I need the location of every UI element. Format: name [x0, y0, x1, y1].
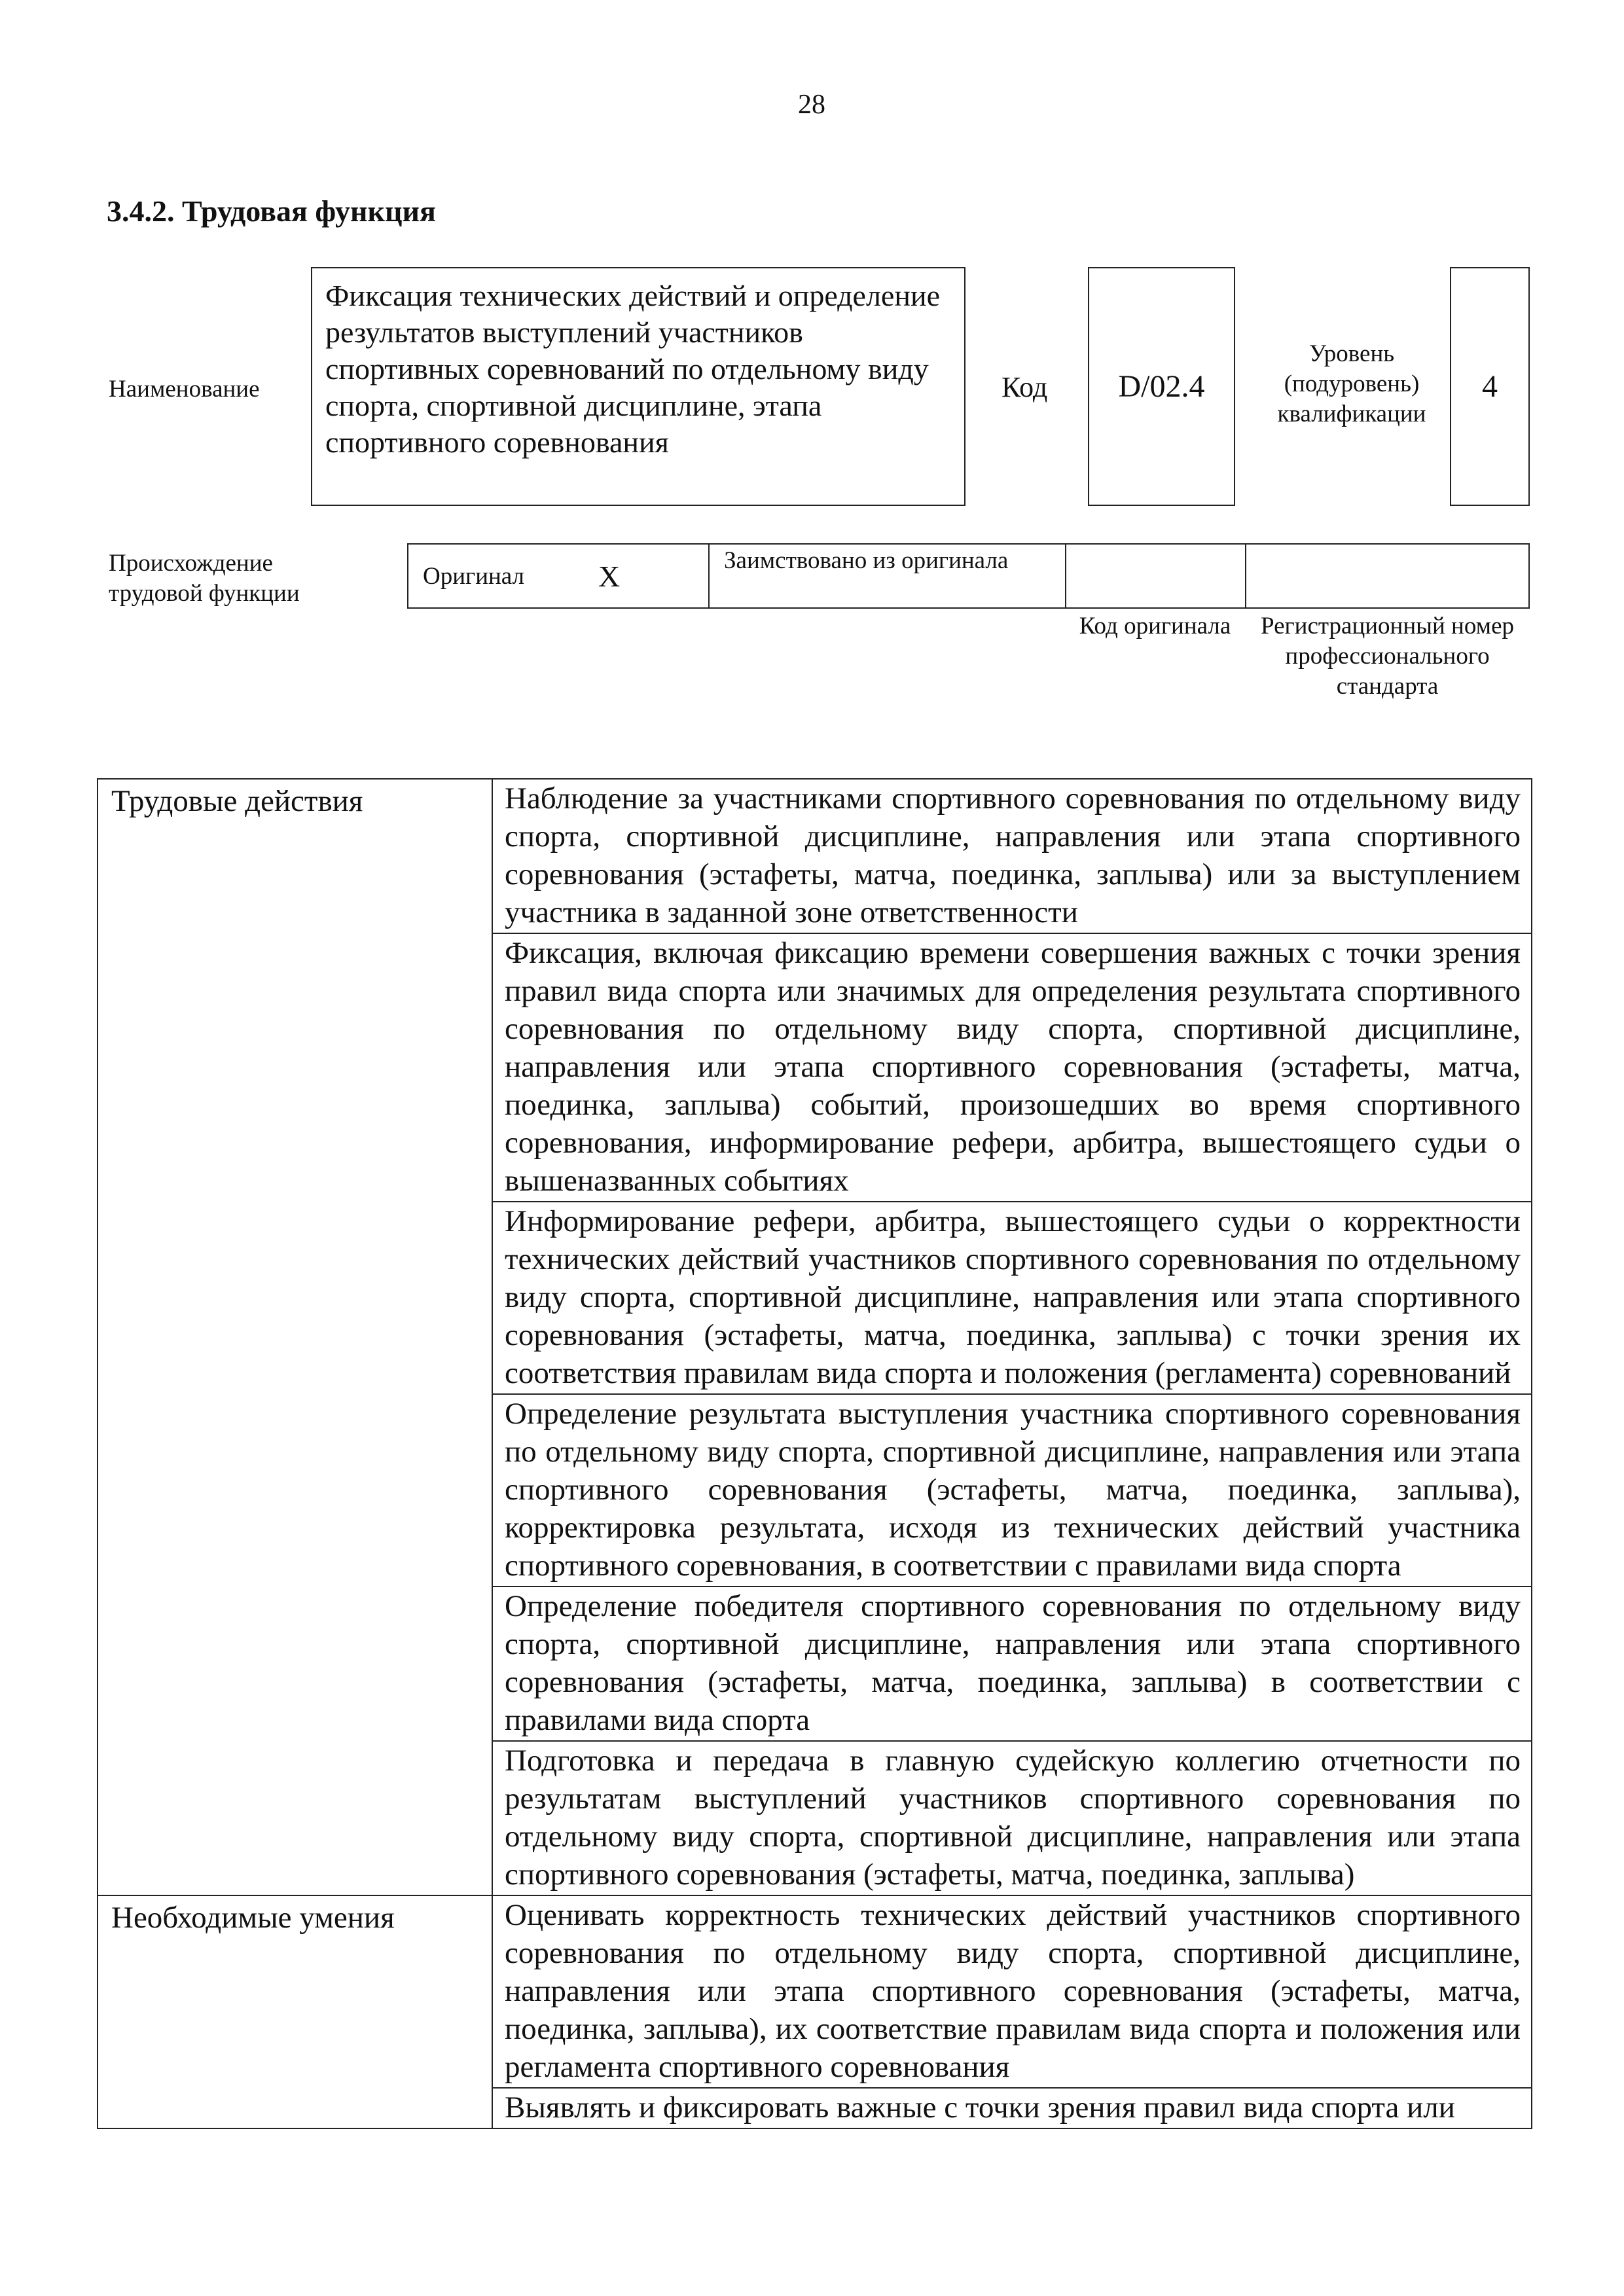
origin-label: Происхождение трудовой функции [109, 550, 300, 607]
original-cell [408, 545, 710, 607]
table-row [98, 779, 1532, 933]
qualification-level-value: 4 [1482, 369, 1498, 404]
labor-action-item: Фиксация, включая фиксацию времени совершения важных с точки зрения правил вида спорта или значимых для определения результата спортивного соревнования по отдельному виду спорта, спортивной дисциплине, направления или этапа спортивного соревнования (эстафеты, матча, поединка, заплыва) событий, произошедших во время спортивного соревнования, информирование рефери, арбитра, вышестоящего судьи о вышеназванных событиях [492, 933, 1532, 1202]
section-title: 3.4.2. Трудовая функция [107, 194, 436, 228]
labor-action-item: Определение результата выступления участника спортивного соревнования по отдельному виду спорта, спортивной дисциплине, направления или этапа спортивного соревнования (эстафеты, матча, поединка, заплыва), корректировка результата, исходя из технических действий участника спортивного соревнования, в соответствии с правилами вида спорта [492, 1394, 1532, 1587]
labor-action-item: Определение победителя спортивного соревнования по отдельному виду спорта, спортивной дисциплине, направления или этапа спортивного соревнования (эстафеты, матча, поединка, заплыва) в соответствии с правилами вида спорта [492, 1587, 1532, 1741]
skill-item: Оценивать корректность технических действий участников спортивного соревнования по отдельному виду спорта, спортивной дисциплине, направления или этапа спортивного соревнования (эстафеты, матча, поединка, заплыва), их соответствие правилам вида спорта и положения или регламента спортивного соревнования [492, 1895, 1532, 2088]
original-label: Оригинал [423, 563, 525, 590]
labor-function-table [97, 778, 1532, 2129]
borrowed-label: Заимствовано из оригинала [724, 547, 1009, 574]
code-value: D/02.4 [1118, 369, 1205, 404]
original-code-caption: Код оригинала [1079, 613, 1231, 639]
labor-actions-label: Трудовые действия [98, 779, 492, 1895]
qualification-level-label: Уровень (подуровень) квалификации [1277, 340, 1426, 427]
table-row [98, 1895, 1532, 2088]
origin-row [407, 543, 1530, 609]
qualification-level-box [1450, 267, 1530, 506]
labor-action-item: Наблюдение за участниками спортивного соревнования по отдельному виду спорта, спортивной дисциплине, направления или этапа спортивного соревнования (эстафеты, матча, поединка, заплыва) или за выступлением участника в заданной зоне ответственности [492, 779, 1532, 933]
original-code-cell [1066, 545, 1246, 607]
labor-action-item: Подготовка и передача в главную судейскую коллегию отчетности по результатам выступлений участников спортивного соревнования по отдельному виду спорта, спортивной дисциплине, направления или этапа спортивного соревнования (эстафеты, матча, поединка, заплыва) [492, 1741, 1532, 1895]
function-name-value: Фиксация технических действий и определение результатов выступлений участников спортивных соревнований по отдельному виду спорта, спортивной дисциплине, этапа спортивного соревнования [325, 279, 940, 459]
original-mark: X [598, 560, 621, 593]
code-label: Код [1001, 371, 1048, 403]
borrowed-cell [710, 545, 1066, 607]
name-label: Наименование [109, 376, 260, 403]
function-name-box [311, 267, 965, 506]
registration-number-cell [1246, 545, 1528, 607]
page-number: 28 [798, 90, 825, 120]
code-box [1088, 267, 1235, 506]
labor-action-item: Информирование рефери, арбитра, вышестоящего судьи о корректности технических действий участников спортивного соревнования по отдельному виду спорта, спортивной дисциплине, направления или этапа спортивного соревнования (эстафеты, матча, поединка, заплыва) с точки зрения их соответствия правилам вида спорта и положения (регламента) соревнований [492, 1202, 1532, 1394]
skills-label: Необходимые умения [98, 1895, 492, 2128]
registration-number-caption: Регистрационный номер профессионального стандарта [1260, 613, 1514, 700]
skill-item: Выявлять и фиксировать важные с точки зрения правил вида спорта или [492, 2088, 1532, 2128]
